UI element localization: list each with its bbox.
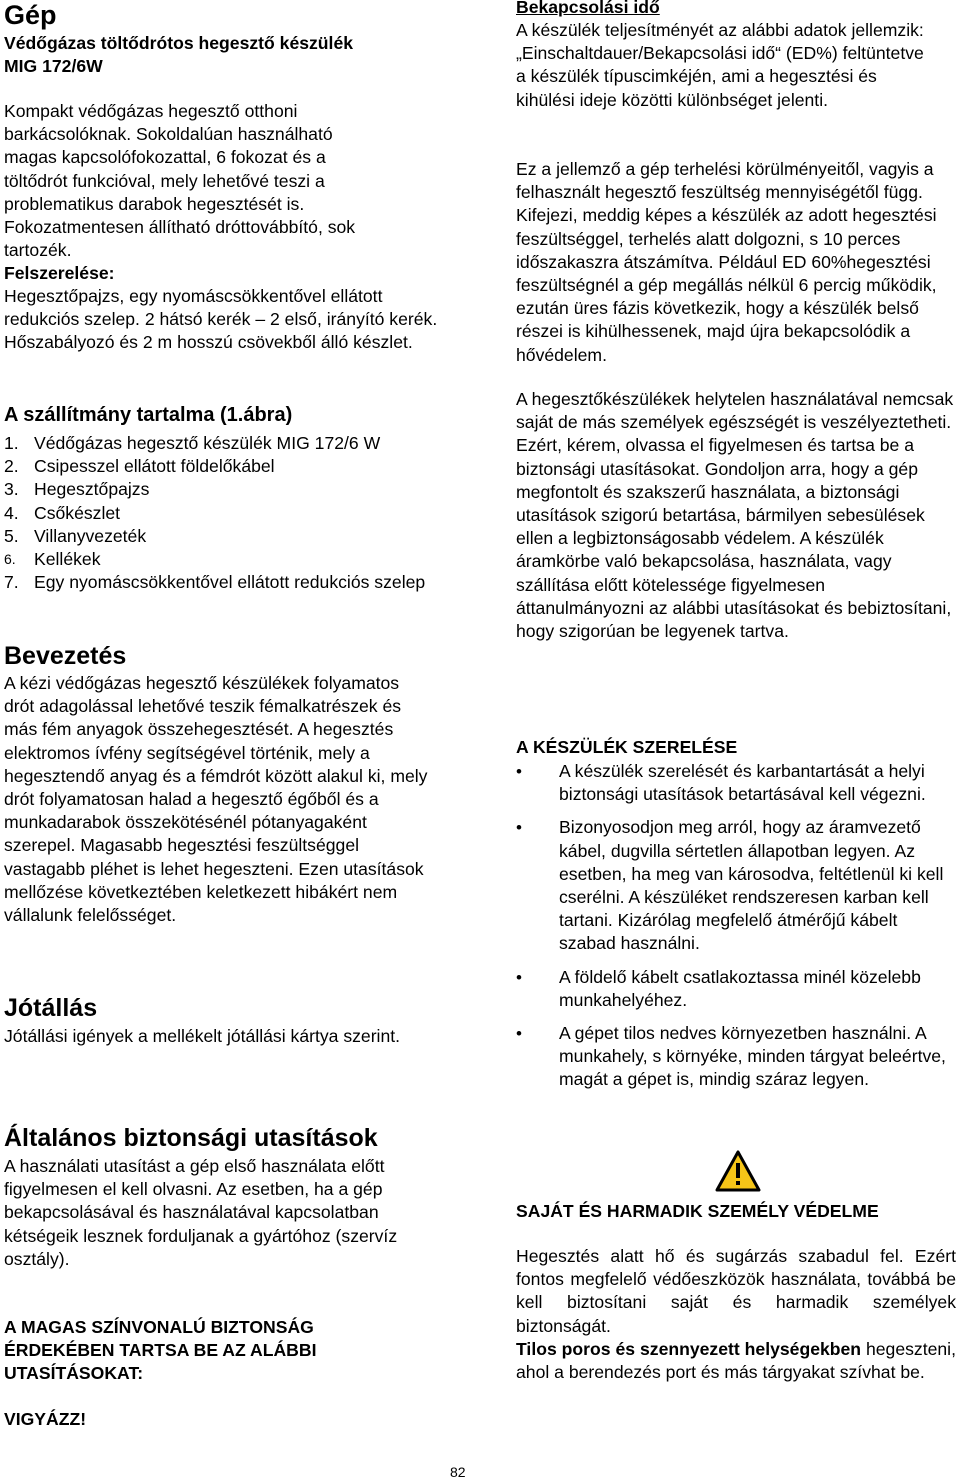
safety-heading: Általános biztonsági utasítások xyxy=(4,1124,378,1152)
list-item: 6. Kellékek xyxy=(4,549,101,570)
list-item: • Bizonyosodjon meg arról, hogy az áramvezető kábel, dugvilla sértetlen állapotban legyen. Az esetben, ha meg van károsodva, feltétlenül ki kell cserélni. A készüléket rendszeresen karban kell tartani. Kizárólag megfelelő átmérőjű kábelt szabad használni. xyxy=(516,816,958,955)
duty-cycle-heading: Bekapcsolási idő xyxy=(516,0,660,17)
list-item: 1. Védőgázas hegesztő készülék MIG 172/6 W xyxy=(4,433,381,453)
shipment-heading: A szállítmány tartalma (1.ábra) xyxy=(4,404,293,426)
list-item: • A gépet tilos nedves környezetben használni. A munkahely, s környéke, minden tárgyat beleértve, magát a gépet is, mindig száraz legyen. xyxy=(516,1022,958,1092)
list-item: 2. Csipesszel ellátott földelőkábel xyxy=(4,456,275,477)
list-item: • A készülék szerelését és karbantartását a helyi biztonsági utasítások betartásával kell végezni. xyxy=(516,760,958,806)
page-number: 82 xyxy=(450,1464,466,1480)
high-safety-heading: A MAGAS SZÍNVONALÚ BIZTONSÁG ÉRDEKÉBEN TARTSA BE AZ ALÁBBI UTASÍTÁSOKAT: xyxy=(4,1317,317,1384)
duty-cycle-paragraph-2: Ez a jellemző a gép terhelési körülményeitől, vagyis a felhasznált hegesztő feszültség mennyiségétől függ. Kifejezi, meddig képes a készülék az adott hegesztési feszültséggel, terhelés alatt dolgozni, s 10 perces időszakaszra átszámítva. Például ED 60%hegesztési feszültségnél a gép megállás nélkül 6 percig működik, ezután üres fázis következik, hogy a készülék belső részei is kihülhessenek, majd újra bekapcsolódik a hővédelem. xyxy=(516,159,937,365)
assembly-list xyxy=(516,760,958,1102)
duty-cycle-paragraph-3: A hegesztőkészülékek helytelen használatával nemcsak saját de más személyek egészségét is veszélyeztetheti. Ezért, kérem, olvassa el figyelmesen és tartsa be a biztonsági utasításokat. Gondoljon arra, hogy a gép megfontolt és szakszerű használata, a biztonsági utasítások szigorú betartása, bármilyen sebesülések ellen a legbiztonságosabb védelem. A készülék áramkörbe való bekapcsolása, használata, vagy szállítása előtt kötelessége figyelmesen áttanulmányozni az alábbi utasításokat és bebiztosítani, hogy szigorúan be legyenek tartva. xyxy=(516,389,954,642)
assembly-heading: A KÉSZÜLÉK SZERELÉSE xyxy=(516,737,738,757)
equipment-paragraph: Hegesztőpajzs, egy nyomáscsökkentővel ellátott redukciós szelep. 2 hátsó kerék – 2 első, irányító kerék. Hőszabályozó és 2 m hosszú csövekből álló készlet. xyxy=(4,286,438,353)
shipment-list xyxy=(4,432,444,594)
list-item: 7. Egy nyomáscsökkentővel ellátott redukciós szelep xyxy=(4,572,426,593)
warranty-heading: Jótállás xyxy=(4,994,98,1022)
product-subtitle-line2: MIG 172/6W xyxy=(4,56,103,76)
warning-triangle-icon xyxy=(715,1150,761,1192)
attention-label: VIGYÁZZ! xyxy=(4,1409,87,1429)
page-title: Gép xyxy=(4,0,57,30)
list-item: 3. Hegesztőpajzs xyxy=(4,479,150,500)
warranty-paragraph: Jótállási igények a mellékelt jótállási kártya szerint. xyxy=(4,1026,401,1046)
protection-heading: SAJÁT ÉS HARMADIK SZEMÉLY VÉDELME xyxy=(516,1201,879,1221)
duty-cycle-paragraph-1: A készülék teljesítményét az alábbi adatok jellemzik: „Einschaltdauer/Bekapcsolási idő“ (ED%) feltüntetve a készülék típuscimkéjén, ami a hegesztési és kihülési ideje közötti különbséget jelenti. xyxy=(516,20,924,110)
protection-paragraph: Hegesztés alatt hő és sugárzás szabadul fel. Ezért fontos megfelelő védőeszközök használata, továbbá be kell biztosítani saját és harmadik személyek biztonságát. xyxy=(516,1246,956,1336)
list-item: 4. Csőkészlet xyxy=(4,502,121,523)
product-subtitle-line1: Védőgázas töltődrótos hegesztő készülék xyxy=(4,33,354,53)
equipment-heading: Felszerelése: xyxy=(4,263,115,283)
list-item: 5. Villanyvezeték xyxy=(4,525,147,546)
introduction-paragraph: A kézi védőgázas hegesztő készülékek folyamatos drót adagolással lehetővé teszik fémalkatrészek és más fém anyagok összehegesztését. A hegesztés elektromos ívfény segítségével történik, mely a hegesztendő anyag és a fémdrót között alakul ki, mely drót folyamatosan halad a hegesztő égőből és a munkadarabok összekötésénél pótanyagaként szerepel. Magasabb hegesztési feszültséggel vastagabb pléhet is lehet hegeszteni. Ezen utasítások mellőzése következtében keletkezett hibákért nem vállalunk felelősséget. xyxy=(4,673,428,926)
intro-paragraph: Kompakt védőgázas hegesztő otthoni barkácsolóknak. Sokoldalúan használható magas kapcsolófokozattal, 6 fokozat és a töltődrót funkcióval, mely lehetővé teszi a problematikus darabok hegesztését is. Fokozatmentesen állítható dróttovábbító, sok tartozék. xyxy=(4,101,356,261)
protection-paragraph-2: Tilos poros és szennyezett helységekben hegeszteni, ahol a berendezés port és más tárgyakat szívhat be. xyxy=(516,1339,956,1383)
safety-paragraph: A használati utasítást a gép első használata előtt figyelmesen el kell olvasni. Az esetben, ha a gép bekapcsolásával és használatával kapcsolatban kétségeik lesznek forduljanak a gyártóhoz (szervíz osztály). xyxy=(4,1156,398,1269)
list-item: • A földelő kábelt csatlakoztassa minél közelebb munkahelyéhez. xyxy=(516,966,958,1012)
introduction-heading: Bevezetés xyxy=(4,642,127,670)
